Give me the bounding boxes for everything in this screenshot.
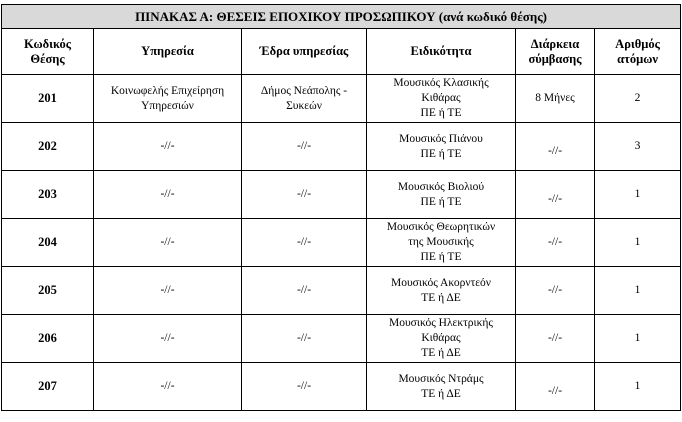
specialty-line3: ΠΕ ή ΤΕ	[420, 107, 462, 119]
seat-cell: -//-	[242, 123, 367, 171]
specialty-cell	[367, 219, 516, 267]
header-specialty: Ειδικότητα	[367, 29, 516, 75]
header-count-line2: ατόμων	[617, 51, 658, 66]
specialty-cell	[367, 123, 516, 171]
specialty-line2: Κιθάρας	[421, 92, 461, 104]
seat-line2: Συκεών	[286, 99, 322, 112]
header-code-line2: Θέσης	[30, 51, 65, 66]
specialty-line2: ΠΕ ή ΤΕ	[420, 195, 462, 208]
position-code: 202	[2, 123, 94, 171]
duration-cell: -//-	[516, 267, 595, 315]
header-service: Υπηρεσία	[94, 29, 242, 75]
table-row	[2, 315, 681, 363]
seat-cell: -//-	[242, 267, 367, 315]
position-code: 206	[2, 315, 94, 363]
duration-value: -//-	[547, 385, 563, 397]
specialty-line3: ΠΕ ή ΤΕ	[420, 251, 462, 263]
specialty-cell	[367, 171, 516, 219]
seat-line1: Δήμος Νεάπολης -	[260, 84, 348, 97]
service-cell: -//-	[94, 123, 242, 171]
specialty-line2: ΠΕ ή ΤΕ	[420, 147, 462, 160]
count-cell: 3	[595, 123, 681, 171]
specialty-line2: της Μουσικής	[408, 236, 474, 248]
service-cell: -//-	[94, 315, 242, 363]
service-cell	[94, 75, 242, 123]
header-contract-duration	[516, 29, 595, 75]
header-duration-line2: σύμβασης	[528, 51, 582, 66]
table-row	[2, 219, 681, 267]
seat-cell	[242, 75, 367, 123]
table-row	[2, 363, 681, 411]
position-code: 201	[2, 75, 94, 123]
table-header-row	[2, 29, 681, 75]
specialty-line2: ΤΕ ή ΔΕ	[421, 387, 461, 400]
table-row	[2, 123, 681, 171]
header-duration-line1: Διάρκεια	[530, 36, 580, 51]
specialty-line1: Μουσικός Κλασικής	[393, 77, 489, 89]
service-cell: -//-	[94, 267, 242, 315]
duration-value: -//-	[547, 145, 563, 157]
seat-cell: -//-	[242, 363, 367, 411]
seat-cell: -//-	[242, 219, 367, 267]
count-cell: 1	[595, 363, 681, 411]
table-row	[2, 171, 681, 219]
seat-cell: -//-	[242, 171, 367, 219]
service-line2: Υπηρεσιών	[141, 99, 194, 112]
duration-cell: -//-	[516, 315, 595, 363]
header-code-line1: Κωδικός	[23, 36, 72, 51]
specialty-line3: ΤΕ ή ΔΕ	[421, 347, 461, 359]
table-row	[2, 267, 681, 315]
specialty-line1: Μουσικός Ηλεκτρικής	[388, 317, 493, 329]
specialty-line1: Μουσικός Θεωρητικών	[386, 221, 496, 233]
specialty-cell	[367, 75, 516, 123]
specialty-line1: Μουσικός Βιολιού	[397, 180, 485, 193]
position-code: 207	[2, 363, 94, 411]
header-person-count	[595, 29, 681, 75]
specialty-line2: Κιθάρας	[421, 332, 461, 344]
table-title: ΠΙΝΑΚΑΣ Α: ΘΕΣΕΙΣ ΕΠΟΧΙΚΟΥ ΠΡΟΣΩΠΙΚΟΥ (ανά κωδικό θέσης)	[2, 5, 681, 29]
position-code: 204	[2, 219, 94, 267]
specialty-cell	[367, 363, 516, 411]
specialty-line1: Μουσικός Ντράμς	[398, 372, 484, 385]
service-cell: -//-	[94, 171, 242, 219]
duration-cell: 8 Μήνες	[516, 75, 595, 123]
header-count-line1: Αριθμός	[615, 36, 660, 51]
count-cell: 1	[595, 219, 681, 267]
table-title-row	[2, 5, 681, 29]
position-code: 203	[2, 171, 94, 219]
header-position-code	[2, 29, 94, 75]
duration-cell	[516, 123, 595, 171]
specialty-line2: ΤΕ ή ΔΕ	[421, 291, 461, 304]
service-cell: -//-	[94, 363, 242, 411]
service-cell: -//-	[94, 219, 242, 267]
table-row	[2, 75, 681, 123]
seasonal-staff-table	[1, 4, 681, 411]
duration-cell	[516, 171, 595, 219]
specialty-line1: Μουσικός Ακορντεόν	[391, 276, 491, 289]
duration-value: -//-	[547, 193, 563, 205]
service-line1: Κοινωφελής Επιχείρηση	[110, 84, 225, 97]
duration-cell: -//-	[516, 219, 595, 267]
specialty-line1: Μουσικός Πιάνου	[399, 132, 483, 145]
specialty-cell	[367, 267, 516, 315]
count-cell: 1	[595, 267, 681, 315]
count-cell: 2	[595, 75, 681, 123]
duration-cell	[516, 363, 595, 411]
count-cell: 1	[595, 315, 681, 363]
count-cell: 1	[595, 171, 681, 219]
seat-cell: -//-	[242, 315, 367, 363]
header-service-seat: Έδρα υπηρεσίας	[242, 29, 367, 75]
position-code: 205	[2, 267, 94, 315]
specialty-cell	[367, 315, 516, 363]
